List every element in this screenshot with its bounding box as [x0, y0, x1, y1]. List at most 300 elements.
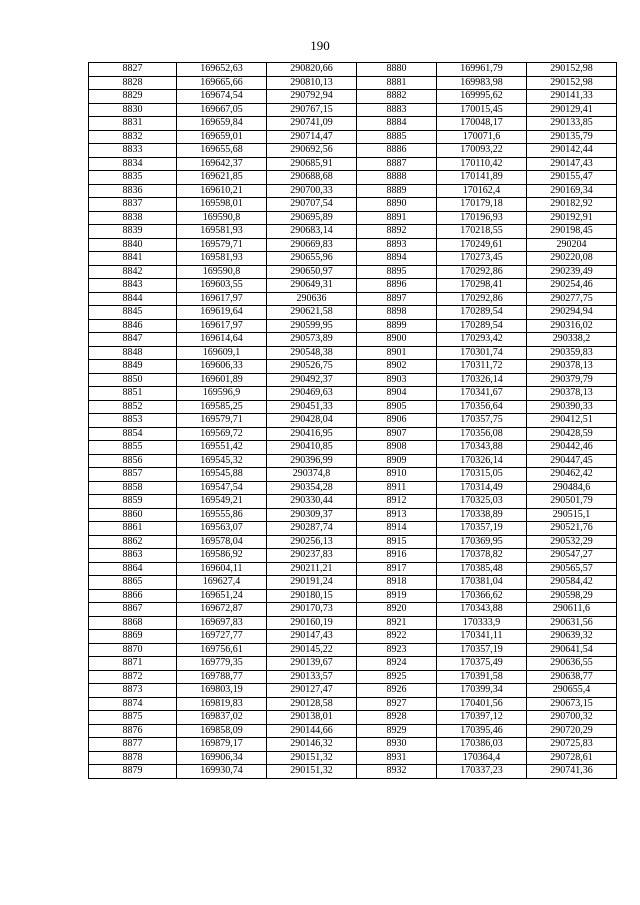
point-number-right: 8910: [357, 468, 437, 482]
x-coordinate-right: 170292,86: [437, 265, 527, 279]
x-coordinate-right: 170218,55: [437, 225, 527, 239]
y-coordinate-right: 290720,29: [527, 724, 617, 738]
x-coordinate-right: 170333,9: [437, 616, 527, 630]
x-coordinate-left: 169603,55: [177, 279, 267, 293]
y-coordinate-right: 290169,34: [527, 184, 617, 198]
y-coordinate-right: 290378,13: [527, 387, 617, 401]
x-coordinate-left: 169837,02: [177, 711, 267, 725]
y-coordinate-right: 290152,98: [527, 76, 617, 90]
y-coordinate-right: 290521,76: [527, 522, 617, 536]
x-coordinate-left: 169779,35: [177, 657, 267, 671]
x-coordinate-right: 170093,22: [437, 144, 527, 158]
point-number-left: 8851: [89, 387, 177, 401]
y-coordinate-right: 290239,49: [527, 265, 617, 279]
y-coordinate-right: 290638,77: [527, 670, 617, 684]
x-coordinate-right: 169995,62: [437, 90, 527, 104]
x-coordinate-right: 170395,46: [437, 724, 527, 738]
point-number-left: 8829: [89, 90, 177, 104]
y-coordinate-right: 290673,15: [527, 697, 617, 711]
y-coordinate-left: 290151,32: [267, 751, 357, 765]
table-row: [89, 76, 617, 90]
y-coordinate-left: 290133,57: [267, 670, 357, 684]
point-number-right: 8895: [357, 265, 437, 279]
point-number-left: 8838: [89, 211, 177, 225]
x-coordinate-left: 169547,54: [177, 481, 267, 495]
x-coordinate-left: 169609,1: [177, 346, 267, 360]
point-number-left: 8846: [89, 319, 177, 333]
y-coordinate-left: 290700,33: [267, 184, 357, 198]
y-coordinate-left: 290428,04: [267, 414, 357, 428]
point-number-right: 8894: [357, 252, 437, 266]
x-coordinate-right: 170179,18: [437, 198, 527, 212]
y-coordinate-left: 290451,33: [267, 400, 357, 414]
point-number-left: 8867: [89, 603, 177, 617]
table-row: [89, 630, 617, 644]
x-coordinate-right: 170375,49: [437, 657, 527, 671]
point-number-left: 8871: [89, 657, 177, 671]
y-coordinate-left: 290287,74: [267, 522, 357, 536]
point-number-left: 8852: [89, 400, 177, 414]
y-coordinate-left: 290650,97: [267, 265, 357, 279]
x-coordinate-left: 169858,09: [177, 724, 267, 738]
table-row: [89, 292, 617, 306]
x-coordinate-left: 169659,01: [177, 130, 267, 144]
x-coordinate-left: 169819,83: [177, 697, 267, 711]
y-coordinate-right: 290532,29: [527, 535, 617, 549]
table-row: [89, 751, 617, 765]
x-coordinate-right: 170326,14: [437, 373, 527, 387]
table-row: [89, 562, 617, 576]
x-coordinate-right: 170292,86: [437, 292, 527, 306]
x-coordinate-left: 169545,32: [177, 454, 267, 468]
point-number-left: 8876: [89, 724, 177, 738]
x-coordinate-left: 169674,54: [177, 90, 267, 104]
point-number-right: 8883: [357, 103, 437, 117]
y-coordinate-right: 290641,54: [527, 643, 617, 657]
point-number-left: 8865: [89, 576, 177, 590]
y-coordinate-right: 290447,45: [527, 454, 617, 468]
point-number-left: 8856: [89, 454, 177, 468]
y-coordinate-right: 290547,27: [527, 549, 617, 563]
point-number-left: 8837: [89, 198, 177, 212]
point-number-right: 8917: [357, 562, 437, 576]
point-number-right: 8930: [357, 738, 437, 752]
y-coordinate-right: 290501,79: [527, 495, 617, 509]
table-row: [89, 265, 617, 279]
point-number-right: 8931: [357, 751, 437, 765]
table-row: [89, 738, 617, 752]
table-row: [89, 387, 617, 401]
x-coordinate-right: 170369,95: [437, 535, 527, 549]
y-coordinate-left: 290767,15: [267, 103, 357, 117]
y-coordinate-left: 290492,37: [267, 373, 357, 387]
y-coordinate-right: 290390,33: [527, 400, 617, 414]
x-coordinate-left: 169619,64: [177, 306, 267, 320]
y-coordinate-left: 290144,66: [267, 724, 357, 738]
x-coordinate-right: 170162,4: [437, 184, 527, 198]
point-number-left: 8836: [89, 184, 177, 198]
y-coordinate-left: 290416,95: [267, 427, 357, 441]
x-coordinate-left: 169585,25: [177, 400, 267, 414]
table-row: [89, 144, 617, 158]
point-number-left: 8872: [89, 670, 177, 684]
table-row: [89, 549, 617, 563]
x-coordinate-left: 169563,07: [177, 522, 267, 536]
point-number-right: 8923: [357, 643, 437, 657]
x-coordinate-left: 169569,72: [177, 427, 267, 441]
page-number: 190: [310, 38, 330, 53]
point-number-left: 8830: [89, 103, 177, 117]
x-coordinate-left: 169545,88: [177, 468, 267, 482]
table-row: [89, 90, 617, 104]
point-number-left: 8831: [89, 117, 177, 131]
point-number-left: 8873: [89, 684, 177, 698]
y-coordinate-left: 290146,32: [267, 738, 357, 752]
point-number-right: 8890: [357, 198, 437, 212]
y-coordinate-left: 290211,21: [267, 562, 357, 576]
table-row: [89, 616, 617, 630]
point-number-right: 8929: [357, 724, 437, 738]
point-number-right: 8911: [357, 481, 437, 495]
y-coordinate-left: 290396,99: [267, 454, 357, 468]
point-number-right: 8880: [357, 63, 437, 77]
x-coordinate-right: 170338,89: [437, 508, 527, 522]
table-row: [89, 346, 617, 360]
y-coordinate-right: 290725,83: [527, 738, 617, 752]
y-coordinate-left: 290548,38: [267, 346, 357, 360]
x-coordinate-right: 170343,88: [437, 441, 527, 455]
x-coordinate-right: 170357,75: [437, 414, 527, 428]
y-coordinate-left: 290237,83: [267, 549, 357, 563]
x-coordinate-right: 170401,56: [437, 697, 527, 711]
x-coordinate-left: 169551,42: [177, 441, 267, 455]
x-coordinate-right: 170341,11: [437, 630, 527, 644]
y-coordinate-left: 290180,15: [267, 589, 357, 603]
point-number-right: 8900: [357, 333, 437, 347]
point-number-right: 8906: [357, 414, 437, 428]
x-coordinate-right: 170385,48: [437, 562, 527, 576]
point-number-right: 8927: [357, 697, 437, 711]
x-coordinate-right: 170356,08: [437, 427, 527, 441]
point-number-left: 8864: [89, 562, 177, 576]
y-coordinate-left: 290160,19: [267, 616, 357, 630]
point-number-right: 8893: [357, 238, 437, 252]
point-number-right: 8913: [357, 508, 437, 522]
point-number-left: 8832: [89, 130, 177, 144]
y-coordinate-right: 290316,02: [527, 319, 617, 333]
x-coordinate-right: 170381,04: [437, 576, 527, 590]
table-row: [89, 643, 617, 657]
point-number-right: 8882: [357, 90, 437, 104]
point-number-left: 8874: [89, 697, 177, 711]
point-number-right: 8886: [357, 144, 437, 158]
x-coordinate-right: 170110,42: [437, 157, 527, 171]
point-number-left: 8833: [89, 144, 177, 158]
x-coordinate-right: 170341,67: [437, 387, 527, 401]
x-coordinate-left: 169555,86: [177, 508, 267, 522]
x-coordinate-right: 170289,54: [437, 319, 527, 333]
y-coordinate-left: 290810,13: [267, 76, 357, 90]
point-number-right: 8884: [357, 117, 437, 131]
point-number-right: 8897: [357, 292, 437, 306]
x-coordinate-right: 170364,4: [437, 751, 527, 765]
x-coordinate-right: 170314,49: [437, 481, 527, 495]
table-row: [89, 724, 617, 738]
point-number-right: 8888: [357, 171, 437, 185]
point-number-right: 8889: [357, 184, 437, 198]
table-row: [89, 184, 617, 198]
point-number-left: 8858: [89, 481, 177, 495]
x-coordinate-left: 169627,4: [177, 576, 267, 590]
table-row: [89, 360, 617, 374]
y-coordinate-left: 290147,43: [267, 630, 357, 644]
x-coordinate-right: 170326,14: [437, 454, 527, 468]
table-row: [89, 306, 617, 320]
x-coordinate-left: 169604,11: [177, 562, 267, 576]
coordinates-table: [88, 62, 617, 779]
x-coordinate-left: 169578,04: [177, 535, 267, 549]
point-number-left: 8843: [89, 279, 177, 293]
x-coordinate-left: 169581,93: [177, 225, 267, 239]
y-coordinate-left: 290692,56: [267, 144, 357, 158]
point-number-right: 8922: [357, 630, 437, 644]
x-coordinate-left: 169697,83: [177, 616, 267, 630]
x-coordinate-right: 170298,41: [437, 279, 527, 293]
y-coordinate-right: 290141,33: [527, 90, 617, 104]
y-coordinate-left: 290145,22: [267, 643, 357, 657]
table-row: [89, 495, 617, 509]
table-row: [89, 130, 617, 144]
y-coordinate-right: 290462,42: [527, 468, 617, 482]
y-coordinate-left: 290374,8: [267, 468, 357, 482]
x-coordinate-right: 170386,03: [437, 738, 527, 752]
x-coordinate-left: 169667,05: [177, 103, 267, 117]
point-number-left: 8828: [89, 76, 177, 90]
table-row: [89, 481, 617, 495]
x-coordinate-left: 169665,66: [177, 76, 267, 90]
y-coordinate-right: 290611,6: [527, 603, 617, 617]
y-coordinate-right: 290220,08: [527, 252, 617, 266]
point-number-right: 8901: [357, 346, 437, 360]
y-coordinate-right: 290700,32: [527, 711, 617, 725]
x-coordinate-left: 169930,74: [177, 765, 267, 779]
table-row: [89, 211, 617, 225]
y-coordinate-left: 290599,95: [267, 319, 357, 333]
point-number-left: 8835: [89, 171, 177, 185]
point-number-left: 8857: [89, 468, 177, 482]
x-coordinate-right: 170196,93: [437, 211, 527, 225]
x-coordinate-right: 170289,54: [437, 306, 527, 320]
table-row: [89, 697, 617, 711]
y-coordinate-right: 290142,44: [527, 144, 617, 158]
table-row: [89, 103, 617, 117]
x-coordinate-right: 170357,19: [437, 522, 527, 536]
y-coordinate-right: 290636,55: [527, 657, 617, 671]
x-coordinate-right: 170357,19: [437, 643, 527, 657]
table-row: [89, 454, 617, 468]
y-coordinate-right: 290728,61: [527, 751, 617, 765]
point-number-right: 8924: [357, 657, 437, 671]
table-row: [89, 252, 617, 266]
y-coordinate-right: 290428,59: [527, 427, 617, 441]
table-row: [89, 333, 617, 347]
x-coordinate-left: 169586,92: [177, 549, 267, 563]
point-number-right: 8915: [357, 535, 437, 549]
y-coordinate-right: 290741,36: [527, 765, 617, 779]
x-coordinate-right: 170293,42: [437, 333, 527, 347]
y-coordinate-left: 290685,91: [267, 157, 357, 171]
y-coordinate-right: 290152,98: [527, 63, 617, 77]
y-coordinate-left: 290688,68: [267, 171, 357, 185]
y-coordinate-left: 290139,67: [267, 657, 357, 671]
point-number-left: 8868: [89, 616, 177, 630]
x-coordinate-left: 169621,85: [177, 171, 267, 185]
point-number-right: 8902: [357, 360, 437, 374]
table-row: [89, 576, 617, 590]
y-coordinate-right: 290254,46: [527, 279, 617, 293]
y-coordinate-left: 290707,54: [267, 198, 357, 212]
point-number-left: 8877: [89, 738, 177, 752]
point-number-left: 8844: [89, 292, 177, 306]
point-number-right: 8920: [357, 603, 437, 617]
y-coordinate-left: 290820,66: [267, 63, 357, 77]
table-row: [89, 63, 617, 77]
table-row: [89, 400, 617, 414]
table-row: [89, 468, 617, 482]
x-coordinate-left: 169788,77: [177, 670, 267, 684]
x-coordinate-left: 169579,71: [177, 238, 267, 252]
table-row: [89, 441, 617, 455]
y-coordinate-right: 290135,79: [527, 130, 617, 144]
point-number-left: 8842: [89, 265, 177, 279]
y-coordinate-left: 290309,37: [267, 508, 357, 522]
x-coordinate-right: 170249,61: [437, 238, 527, 252]
y-coordinate-right: 290359,83: [527, 346, 617, 360]
x-coordinate-left: 169610,21: [177, 184, 267, 198]
y-coordinate-left: 290683,14: [267, 225, 357, 239]
point-number-right: 8907: [357, 427, 437, 441]
point-number-right: 8892: [357, 225, 437, 239]
x-coordinate-left: 169617,97: [177, 319, 267, 333]
table-row: [89, 198, 617, 212]
point-number-left: 8869: [89, 630, 177, 644]
point-number-right: 8926: [357, 684, 437, 698]
x-coordinate-left: 169652,63: [177, 63, 267, 77]
point-number-left: 8862: [89, 535, 177, 549]
x-coordinate-right: 170337,23: [437, 765, 527, 779]
x-coordinate-left: 169606,33: [177, 360, 267, 374]
point-number-left: 8849: [89, 360, 177, 374]
x-coordinate-right: 170366,62: [437, 589, 527, 603]
x-coordinate-right: 170391,58: [437, 670, 527, 684]
x-coordinate-right: 170325,03: [437, 495, 527, 509]
point-number-left: 8878: [89, 751, 177, 765]
y-coordinate-right: 290155,47: [527, 171, 617, 185]
point-number-right: 8912: [357, 495, 437, 509]
y-coordinate-left: 290170,73: [267, 603, 357, 617]
point-number-right: 8908: [357, 441, 437, 455]
point-number-right: 8928: [357, 711, 437, 725]
point-number-right: 8904: [357, 387, 437, 401]
y-coordinate-left: 290649,31: [267, 279, 357, 293]
y-coordinate-right: 290294,94: [527, 306, 617, 320]
x-coordinate-left: 169590,8: [177, 265, 267, 279]
y-coordinate-right: 290584,42: [527, 576, 617, 590]
point-number-left: 8859: [89, 495, 177, 509]
point-number-right: 8909: [357, 454, 437, 468]
y-coordinate-right: 290379,79: [527, 373, 617, 387]
y-coordinate-right: 290631,56: [527, 616, 617, 630]
y-coordinate-right: 290204: [527, 238, 617, 252]
x-coordinate-left: 169598,01: [177, 198, 267, 212]
point-number-right: 8914: [357, 522, 437, 536]
table-row: [89, 765, 617, 779]
x-coordinate-left: 169655,68: [177, 144, 267, 158]
x-coordinate-left: 169617,97: [177, 292, 267, 306]
x-coordinate-right: 170356,64: [437, 400, 527, 414]
y-coordinate-right: 290378,13: [527, 360, 617, 374]
table-row: [89, 508, 617, 522]
x-coordinate-right: 170048,17: [437, 117, 527, 131]
point-number-right: 8898: [357, 306, 437, 320]
x-coordinate-left: 169642,37: [177, 157, 267, 171]
y-coordinate-left: 290636: [267, 292, 357, 306]
y-coordinate-left: 290714,47: [267, 130, 357, 144]
table-row: [89, 684, 617, 698]
point-number-left: 8870: [89, 643, 177, 657]
y-coordinate-right: 290338,2: [527, 333, 617, 347]
point-number-left: 8860: [89, 508, 177, 522]
point-number-left: 8848: [89, 346, 177, 360]
y-coordinate-left: 290127,47: [267, 684, 357, 698]
y-coordinate-left: 290256,13: [267, 535, 357, 549]
y-coordinate-left: 290469,63: [267, 387, 357, 401]
point-number-left: 8847: [89, 333, 177, 347]
table-row: [89, 711, 617, 725]
y-coordinate-right: 290639,32: [527, 630, 617, 644]
x-coordinate-left: 169579,71: [177, 414, 267, 428]
x-coordinate-left: 169614,64: [177, 333, 267, 347]
x-coordinate-left: 169590,8: [177, 211, 267, 225]
coordinates-table-body: [89, 63, 617, 779]
point-number-right: 8921: [357, 616, 437, 630]
x-coordinate-right: 170071,6: [437, 130, 527, 144]
y-coordinate-left: 290792,94: [267, 90, 357, 104]
x-coordinate-right: 170311,72: [437, 360, 527, 374]
point-number-left: 8875: [89, 711, 177, 725]
table-row: [89, 522, 617, 536]
y-coordinate-left: 290410,85: [267, 441, 357, 455]
x-coordinate-right: 170315,05: [437, 468, 527, 482]
point-number-right: 8918: [357, 576, 437, 590]
y-coordinate-left: 290741,09: [267, 117, 357, 131]
point-number-left: 8845: [89, 306, 177, 320]
point-number-left: 8866: [89, 589, 177, 603]
x-coordinate-right: 170343,88: [437, 603, 527, 617]
y-coordinate-left: 290655,96: [267, 252, 357, 266]
table-row: [89, 238, 617, 252]
table-row: [89, 603, 617, 617]
point-number-left: 8863: [89, 549, 177, 563]
point-number-right: 8896: [357, 279, 437, 293]
point-number-right: 8903: [357, 373, 437, 387]
x-coordinate-right: 170273,45: [437, 252, 527, 266]
point-number-right: 8932: [357, 765, 437, 779]
table-row: [89, 414, 617, 428]
point-number-left: 8841: [89, 252, 177, 266]
x-coordinate-left: 169549,21: [177, 495, 267, 509]
y-coordinate-right: 290515,1: [527, 508, 617, 522]
